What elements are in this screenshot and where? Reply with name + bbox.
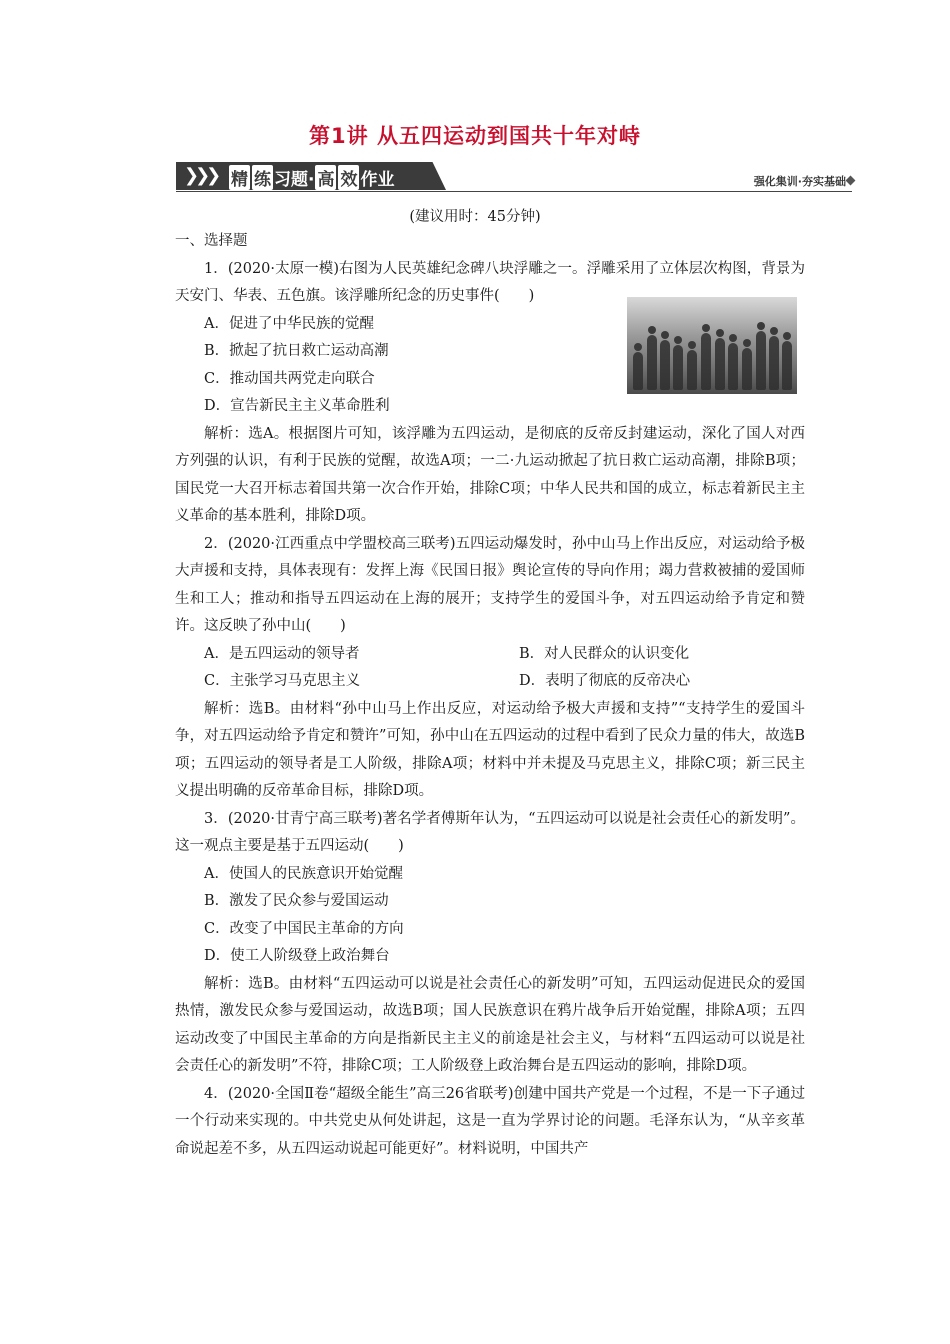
diamond-icon <box>846 176 856 186</box>
question-2-stem: 2．(2020·江西重点中学盟校高三联考)五四运动爆发时，孙中山马上作出反应，对运动给予极大声援和支持，具体表现有：发挥上海《民国日报》舆论宣传的导向作用；竭力营救被捕的爱国师生和工人；推动和指导五四运动在上海的展开；支持学生的爱国斗争，对五四运动给予肯定和赞许。这反映了孙中山( ) <box>175 535 805 634</box>
chevron-right-icon: ❯❯❯ <box>184 165 218 186</box>
question-2-option-a: A．是五四运动的领导者 <box>204 645 360 662</box>
banner-char-4: 高 <box>315 165 336 190</box>
question-3-option-b: B．激发了民众参与爱国运动 <box>204 893 389 909</box>
banner-text-6: 作业 <box>360 170 395 190</box>
question-1-option-b: B．掀起了抗日救亡运动高潮 <box>204 343 389 359</box>
section-banner <box>176 162 852 194</box>
question-2-options-row-1 <box>175 641 805 669</box>
question-list <box>175 228 805 1163</box>
question-3-option-a: A．使国人的民族意识开始觉醒 <box>204 865 403 882</box>
question-1-option-d: D．宣告新民主主义革命胜利 <box>204 398 390 414</box>
question-2-option-c: C．主张学习马克思主义 <box>204 673 361 689</box>
question-4-stem: 4．(2020·全国Ⅱ卷“超级全能生”高三26省联考)创建中国共产党是一个过程，不是一下子通过一个行动来实现的。中共党史从何处讲起，这是一直为学界讨论的问题。毛泽东认为，“从辛亥革命说起差不多，从五四运动说起可能更好”。材料说明，中国共产 <box>175 1085 805 1157</box>
time-note: (建议用时：45分钟) <box>409 209 541 225</box>
banner-subtitle: 强化集训·夯实基础 <box>753 175 846 188</box>
page-title: 第1讲 从五四运动到国共十年对峙 <box>309 124 641 148</box>
question-2-option-d: D．表明了彻底的反帝决心 <box>519 673 691 689</box>
question-3-option-c: C．改变了中国民主革命的方向 <box>204 920 404 937</box>
question-1-answer: 解析：选A。根据图片可知，该浮雕为五四运动，是彻底的反帝反封建运动，深化了国人对西方列强的认识，有利于民族的觉醒，故选A项；一二·九运动掀起了抗日救亡运动高潮，排除B项；国民党一大召开标志着国共第一次合作开始，排除C项；中华人民共和国的成立，标志着新民主主义革命的基本胜利，排除D项。 <box>175 425 805 524</box>
question-2-option-b: B．对人民群众的认识变化 <box>519 645 690 662</box>
section-heading: 一、选择题 <box>175 233 248 249</box>
question-1-option-c: C．推动国共两党走向联合 <box>204 370 375 387</box>
question-3-stem: 3．(2020·甘青宁高三联考)著名学者傅斯年认为，“五四运动可以说是社会责任心的新发明”。这一观点主要是基于五四运动( ) <box>175 810 805 854</box>
question-2-answer: 解析：选B。由材料“孙中山马上作出反应，对运动给予极大声援和支持”“支持学生的爱国斗争，对五四运动给予肯定和赞许”可知，孙中山在五四运动的过程中看到了民众力量的伟大，故选B项；五四运动的领导者是工人阶级，排除A项；材料中并未提及马克思主义，排除C项；新三民主义提出明确的反帝革命目标，排除D项。 <box>175 700 805 799</box>
question-1-stem: 1．(2020·太原一模)右图为人民英雄纪念碑八块浮雕之一。浮雕采用了立体层次构图，背景为天安门、华表、五色旗。该浮雕所纪念的历史事件( ) <box>175 260 805 304</box>
question-2-options-row-2 <box>175 668 805 696</box>
banner-char-1: 精 <box>229 165 250 190</box>
banner-text-3: 习题· <box>274 170 315 190</box>
banner-rule <box>176 191 852 192</box>
banner-title <box>228 165 394 190</box>
question-1-option-a: A．促进了中华民族的觉醒 <box>204 315 374 332</box>
banner-char-2: 练 <box>252 165 273 190</box>
question-3-option-d: D．使工人阶级登上政治舞台 <box>204 948 390 964</box>
question-3-answer: 解析：选B。由材料“五四运动可以说是社会责任心的新发明”可知，五四运动促进民众的爱国热情，激发民众参与爱国运动，故选B项；国人民族意识在鸦片战争后开始觉醒，排除A项；五四运动改变了中国民主革命的方向是指新民主主义的前途是社会主义，与材料“五四运动可以说是社会责任心的新发明”不符，排除C项；工人阶级登上政治舞台是五四运动的影响，排除D项。 <box>175 975 805 1074</box>
banner-char-5: 效 <box>338 165 359 190</box>
